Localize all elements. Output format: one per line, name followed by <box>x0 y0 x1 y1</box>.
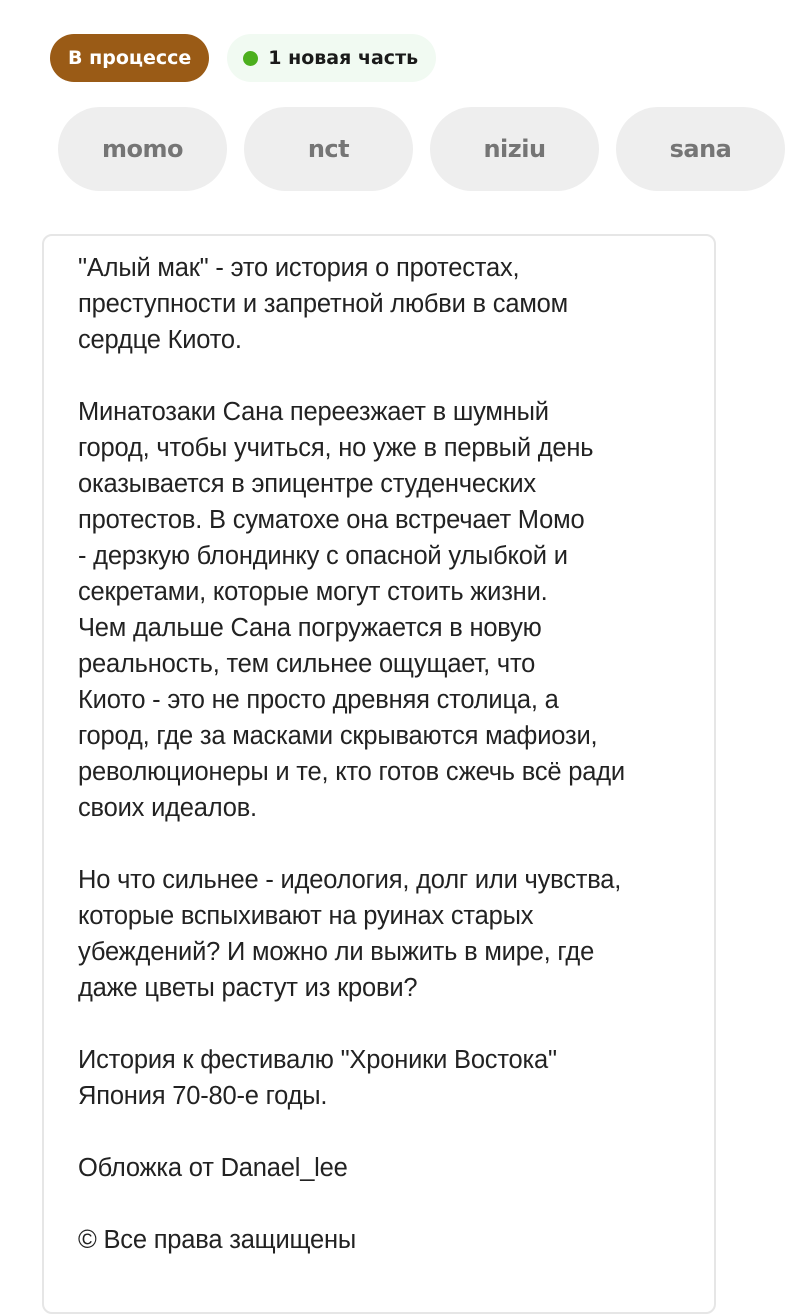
tag-sana[interactable]: sana <box>616 107 785 191</box>
tag-niziu[interactable]: niziu <box>430 107 599 191</box>
status-row <box>50 34 436 82</box>
new-part-badge[interactable] <box>227 34 436 82</box>
tag-momo[interactable]: momo <box>58 107 227 191</box>
description-paragraph: История к фестивалю "Хроники Востока" Япония 70-80-е годы. <box>78 1046 557 1110</box>
description-card <box>42 234 716 1314</box>
cover-credit: Обложка от Danael_lee <box>78 1154 348 1182</box>
description-paragraph: Минатозаки Сана переезжает в шумный город, чтобы учиться, но уже в первый день оказывается в эпицентре студенческих протестов. В суматохе она встречает Момо - дерзкую блондинку с опасной улыбкой и секретами, которые могут стоить жизни. Чем дальше Сана погружается в новую реальность, тем сильнее ощущает, что Киото - это не просто древняя столица, а город, где за масками скрываются мафиози, революционеры и те, кто готов сжечь всё ради своих идеалов. <box>78 398 625 822</box>
new-indicator-dot-icon <box>243 51 258 66</box>
tag-nct[interactable]: nct <box>244 107 413 191</box>
status-badge: В процессе <box>50 34 209 82</box>
tags-track <box>58 107 732 191</box>
new-part-label: 1 новая часть <box>268 47 419 69</box>
description-paragraph: "Алый мак" - это история о протестах, преступности и запретной любви в самом сердце Киото. <box>78 254 568 354</box>
description-paragraph: Но что сильнее - идеология, долг или чувства, которые вспыхивают на руинах старых убеждений? И можно ли выжить в мире, где даже цветы растут из крови? <box>78 866 622 1002</box>
tags-scroller[interactable] <box>58 107 732 193</box>
description-text <box>78 250 688 1294</box>
copyright-notice: © Все права защищены <box>78 1226 356 1254</box>
